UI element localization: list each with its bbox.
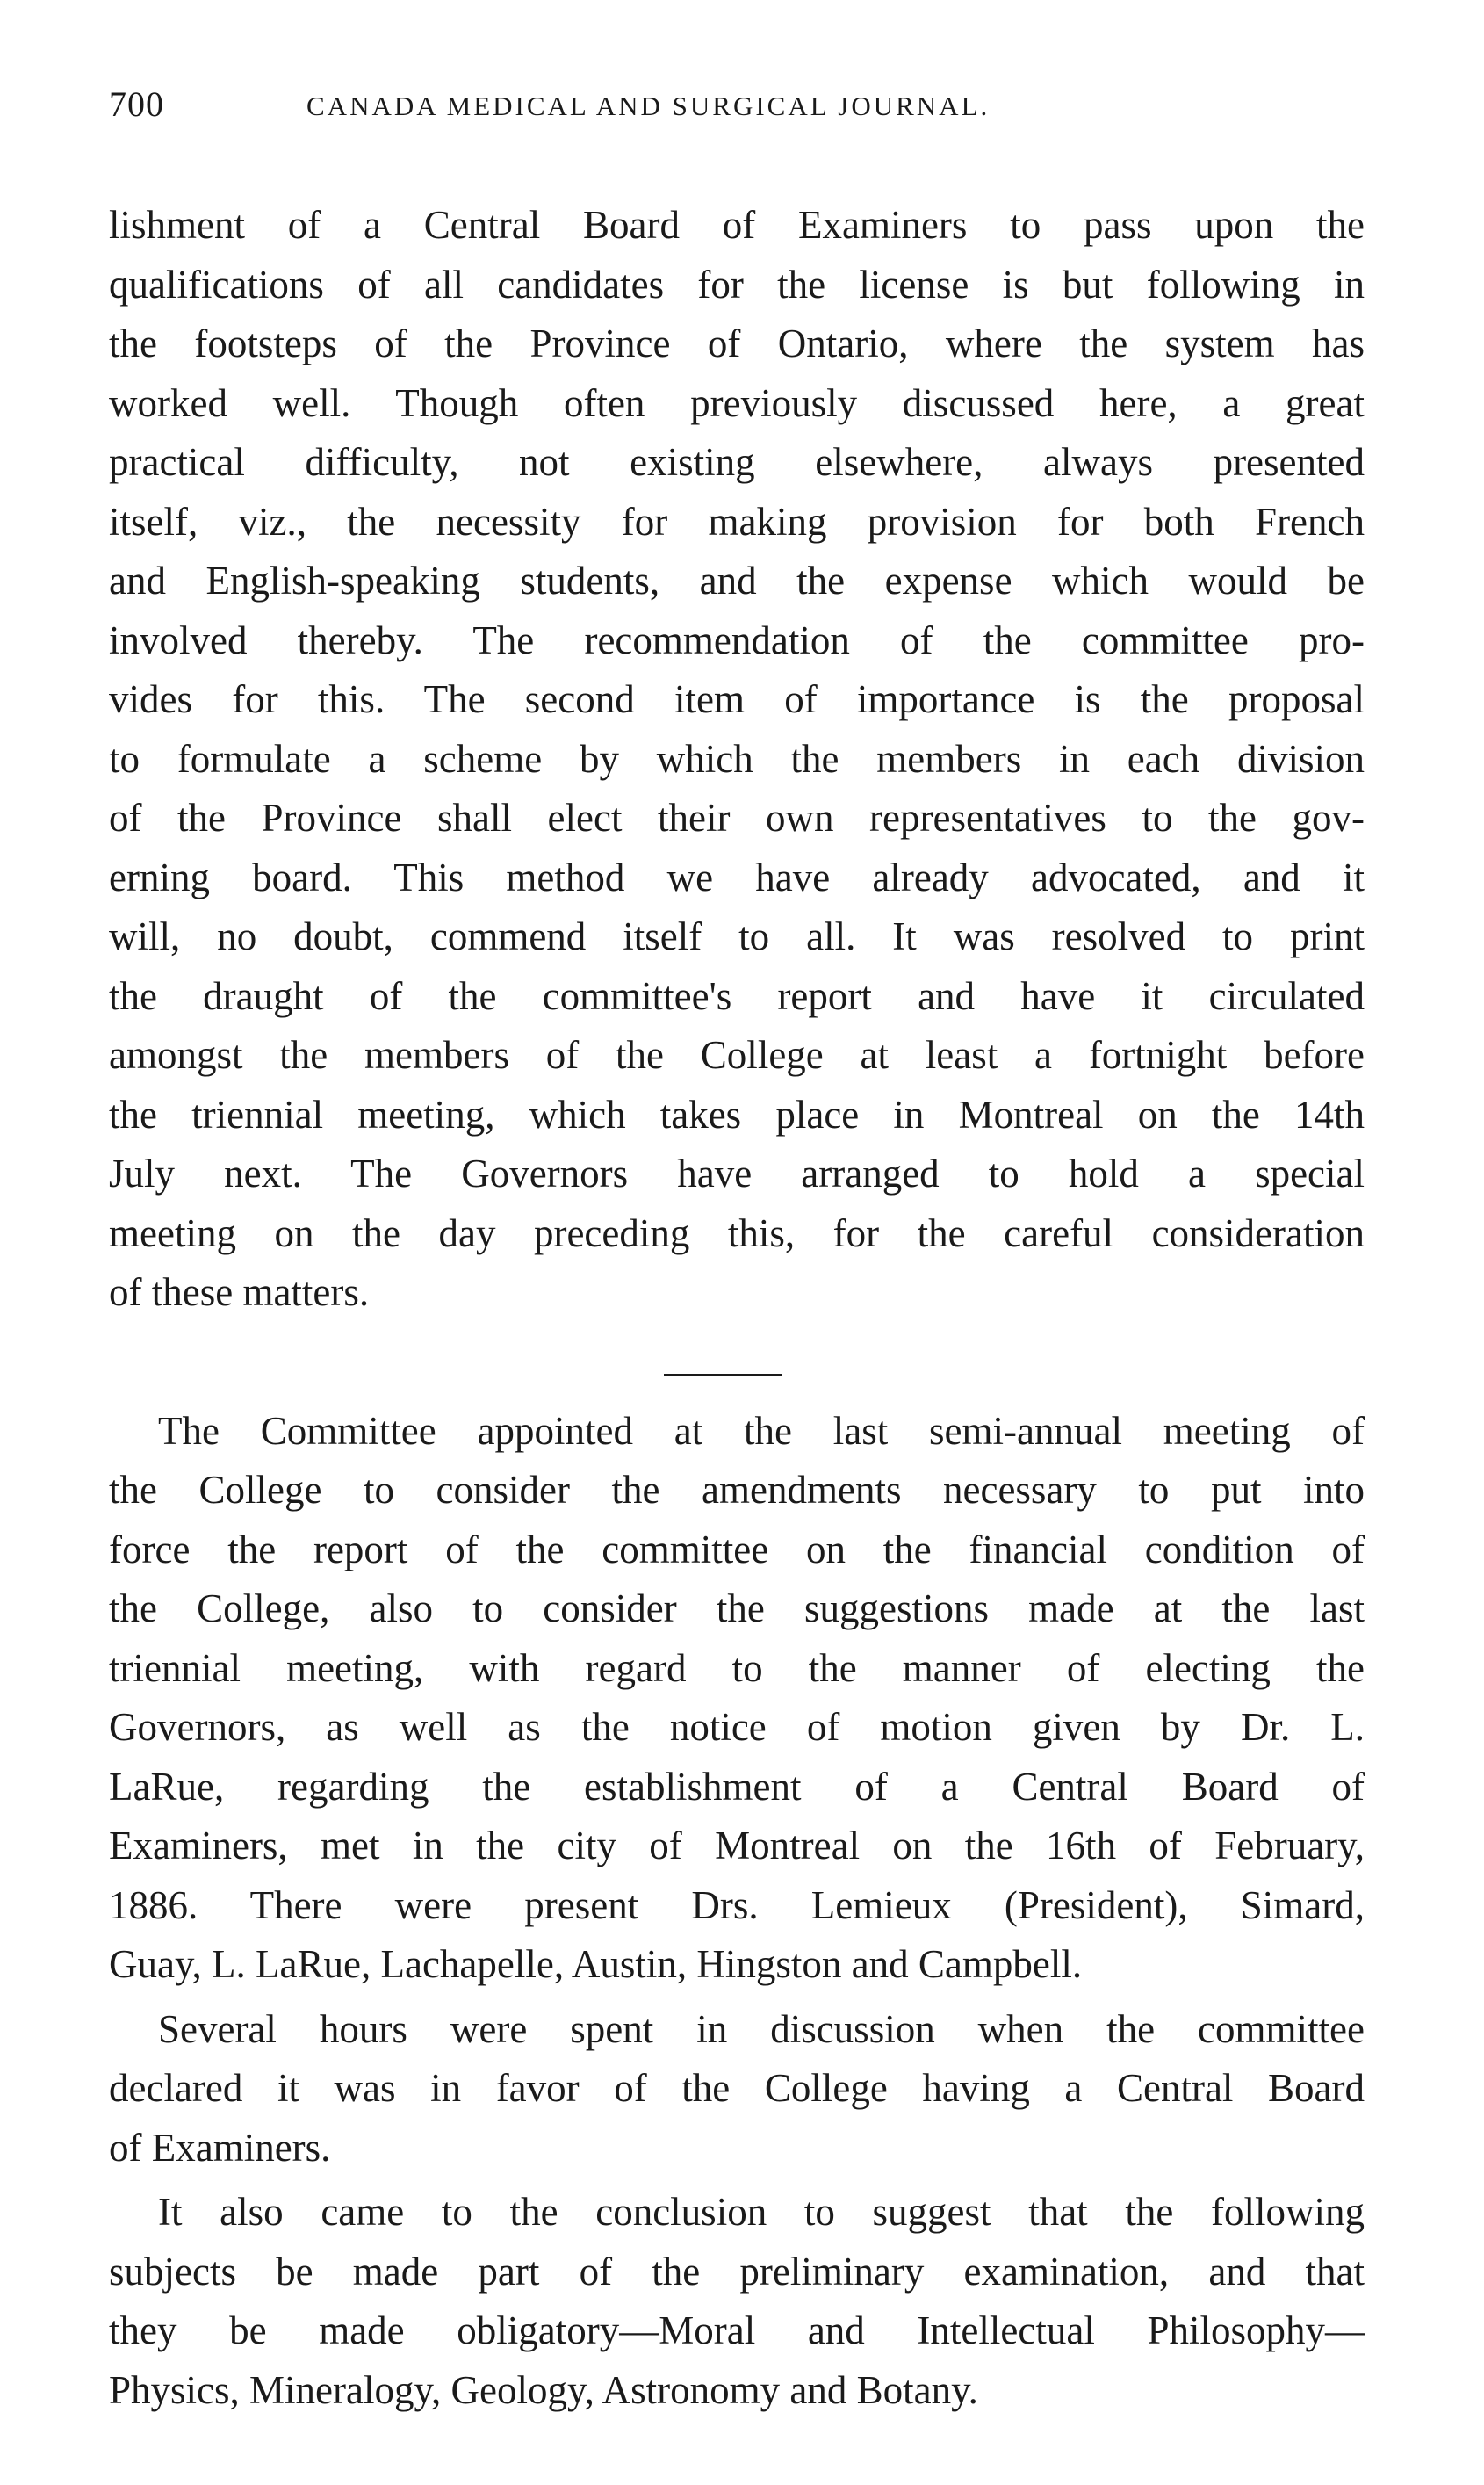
text-line: Examiners, met in the city of Montreal on the 16th of February, [109,1824,1365,1867]
text-line: 1886. There were present Drs. Lemieux (President), Simard, [109,1882,1365,1927]
paragraph-continuation [109,196,1365,1323]
page-number: 700 [109,84,164,124]
paragraph-committee [109,1402,1365,1995]
text-line: lishment of a Central Board of Examiners to pass upon the [109,203,1365,247]
text-line: vides for this. The second item of importance is the proposal [109,677,1365,721]
separator-rule [664,1374,782,1376]
text-line: the draught of the committee's report and have it circulated [109,973,1365,1018]
section-separator [109,1323,1365,1402]
text-line: It also came to the conclusion to suggest that the following [158,2190,1365,2234]
text-line: will, no doubt, commend itself to all. It was resolved to print [109,914,1365,958]
article-body [109,196,1365,2420]
text-line: of Examiners. [109,2125,331,2170]
text-line: and English-speaking students, and the expense which would be [109,559,1365,603]
text-line: amongst the members of the College at least a fortnight before [109,1033,1365,1077]
text-line: worked well. Though often previously discussed here, a great [109,380,1365,425]
text-line: of the Province shall elect their own representatives to the gov- [109,796,1365,840]
running-head [109,83,1365,136]
text-line: LaRue, regarding the establishment of a Central Board of [109,1764,1365,1809]
text-line: July next. The Governors have arranged to hold a special [109,1152,1365,1196]
text-line: erning board. This method we have already advocated, and it [109,855,1365,899]
text-line: Physics, Mineralogy, Geology, Astronomy and Botany. [109,2367,978,2412]
page [109,83,1365,2420]
text-line: triennial meeting, with regard to the manner of electing the [109,1645,1365,1690]
text-line: of these matters. [109,1270,370,1314]
text-line: they be made obligatory—Moral and Intellectual Philosophy— [109,2308,1365,2352]
text-line: Guay, L. LaRue, Lachapelle, Austin, Hingston and Campbell. [109,1942,1083,1986]
journal-title: CANADA MEDICAL AND SURGICAL JOURNAL. [306,90,991,121]
text-line: itself, viz., the necessity for making provision for both French [109,499,1365,544]
text-line: Several hours were spent in discussion when the committee [158,2006,1365,2051]
text-line: subjects be made part of the preliminary examination, and that [109,2249,1365,2294]
text-line: meeting on the day preceding this, for the careful consideration [109,1210,1365,1255]
text-line: The Committee appointed at the last semi-annual meeting of [158,1408,1365,1453]
paragraph-conclusion [109,2183,1365,2420]
text-line: to formulate a scheme by which the members in each division [109,736,1365,781]
text-line: force the report of the committee on the financial condition of [109,1527,1365,1571]
text-line: Governors, as well as the notice of motion given by Dr. L. [109,1705,1365,1749]
text-line: the College, also to consider the suggestions made at the last [109,1586,1365,1630]
paragraph-discussion [109,2000,1365,2178]
text-line: the triennial meeting, which takes place in Montreal on the 14th [109,1092,1365,1137]
text-line: the footsteps of the Province of Ontario, where the system has [109,321,1365,365]
text-line: practical difficulty, not existing elsewhere, always presented [109,440,1365,484]
text-line: the College to consider the amendments necessary to put into [109,1468,1365,1512]
text-line: qualifications of all candidates for the license is but following in [109,262,1365,307]
text-line: declared it was in favor of the College having a Central Board [109,2066,1365,2110]
text-line: involved thereby. The recommendation of the committee pro- [109,618,1365,662]
